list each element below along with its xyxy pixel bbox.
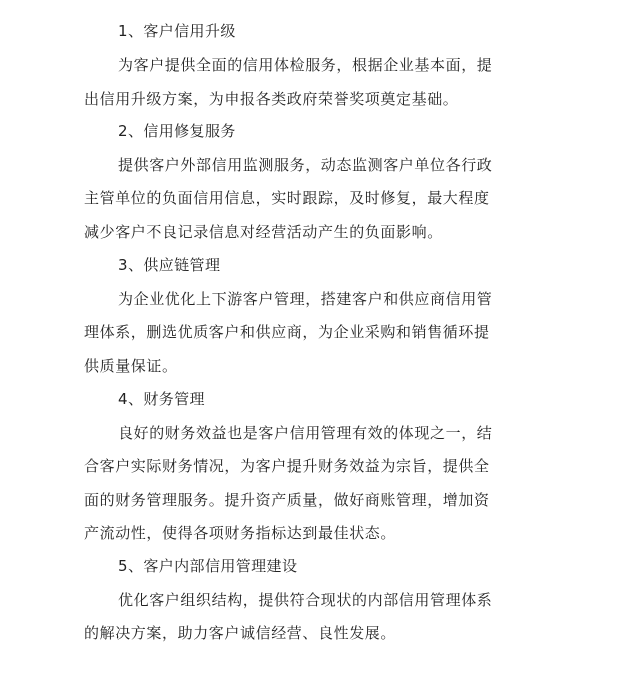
paragraph-line: 面的财务管理服务。提升资产质量，做好商账管理，增加资 bbox=[84, 491, 490, 509]
paragraph-line: 出信用升级方案，为申报各类政府荣誉奖项奠定基础。 bbox=[84, 90, 459, 108]
paragraph-line: 的解决方案，助力客户诚信经营、良性发展。 bbox=[84, 624, 397, 642]
paragraph-line: 主管单位的负面信用信息，实时跟踪，及时修复，最大程度 bbox=[84, 189, 490, 207]
paragraph-line: 优化客户组织结构，提供符合现状的内部信用管理体系 bbox=[118, 591, 493, 609]
paragraph-line: 为企业优化上下游客户管理，搭建客户和供应商信用管 bbox=[118, 290, 493, 308]
section-heading: 3、供应链管理 bbox=[118, 256, 221, 274]
paragraph-line: 提供客户外部信用监测服务，动态监测客户单位各行政 bbox=[118, 156, 493, 174]
paragraph-line: 产流动性，使得各项财务指标达到最佳状态。 bbox=[84, 524, 397, 542]
paragraph-line: 良好的财务效益也是客户信用管理有效的体现之一，结 bbox=[118, 424, 493, 442]
section-heading: 2、信用修复服务 bbox=[118, 122, 236, 140]
paragraph-line: 供质量保证。 bbox=[84, 357, 178, 375]
section-heading: 5、客户内部信用管理建设 bbox=[118, 557, 298, 575]
paragraph-line: 理体系，删选优质客户和供应商，为企业采购和销售循环提 bbox=[84, 323, 490, 341]
section-heading: 4、财务管理 bbox=[118, 390, 205, 408]
paragraph-line: 合客户实际财务情况，为客户提升财务效益为宗旨，提供全 bbox=[84, 457, 490, 475]
paragraph-line: 减少客户不良记录信息对经营活动产生的负面影响。 bbox=[84, 223, 443, 241]
section-heading: 1、客户信用升级 bbox=[118, 22, 236, 40]
paragraph-line: 为客户提供全面的信用体检服务，根据企业基本面，提 bbox=[118, 56, 493, 74]
